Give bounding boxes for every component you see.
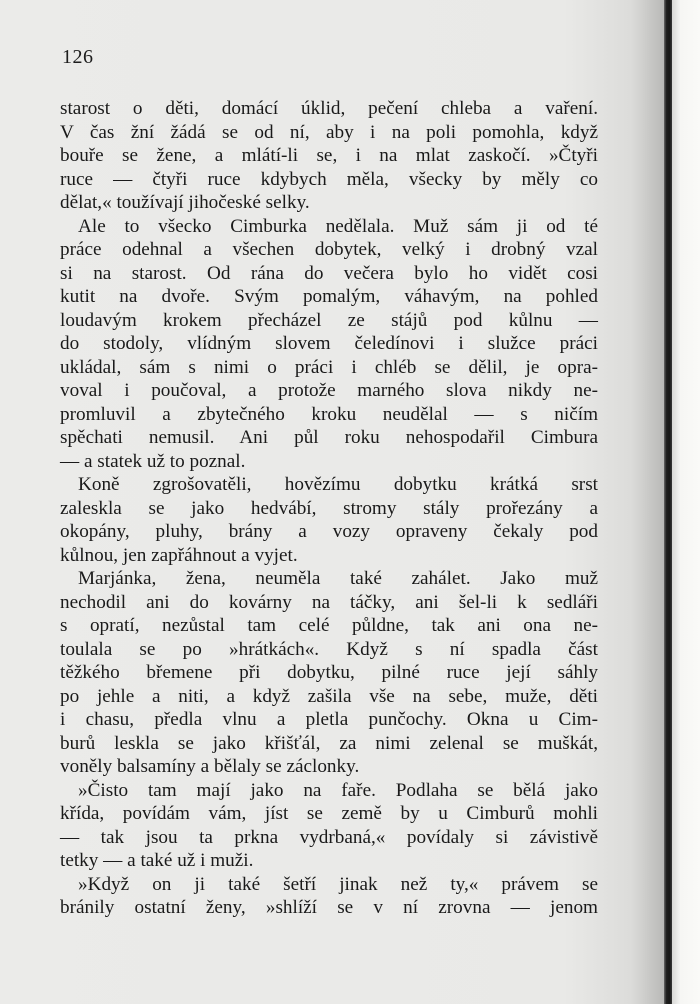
text-line: dělat,« toužívají jihočeské selky. bbox=[60, 192, 310, 213]
text-line: bránily ostatní ženy, »shlíží se v ní zrovna — jenom bbox=[60, 897, 598, 918]
body-text bbox=[60, 97, 598, 920]
text-line: do stodoly, vlídným slovem čeledínovi i služce práci bbox=[60, 333, 598, 354]
text-line: voněly balsamíny a bělaly se záclonky. bbox=[60, 756, 360, 777]
scanner-backdrop bbox=[672, 0, 700, 1004]
text-line: bouře se žene, a mlátí-li se, i na mlat zaskočí. »Čtyři bbox=[60, 145, 598, 166]
text-line: promluvil a zbytečného kroku neudělal — s ničím bbox=[60, 403, 598, 425]
text-line: tetky — a také už i muži. bbox=[60, 850, 254, 871]
text-line: — tak jsou ta prkna vydrbaná,« povídaly si závistivě bbox=[60, 826, 598, 848]
text-line: ruce — čtyři ruce kdybych měla, všecky by měly co bbox=[60, 168, 598, 190]
text-line: starost o děti, domácí úklid, pečení chleba a vaření. bbox=[60, 98, 598, 119]
page-number: 126 bbox=[62, 46, 94, 68]
text-line: po jehle a niti, a když zašila vše na sebe, muže, děti bbox=[60, 685, 598, 707]
text-line: si na starost. Od rána do večera bylo ho vidět cosi bbox=[60, 262, 598, 284]
text-line: Marjánka, žena, neuměla také zahálet. Jako muž bbox=[78, 568, 598, 589]
text-line: kůlnou, jen zapřáhnout a vyjet. bbox=[60, 544, 298, 566]
text-line: zaleskla se jako hedvábí, stromy stály prořezány a bbox=[60, 497, 598, 519]
text-line: nechodil ani do kovárny na táčky, ani šel-li k sedláři bbox=[60, 591, 598, 613]
text-line: křída, povídám vám, jíst se země by u Cimburů mohli bbox=[60, 803, 598, 824]
text-line: okopány, pluhy, brány a vozy opraveny čekaly pod bbox=[60, 521, 598, 542]
text-line: loudavým krokem přecházel ze stájů pod kůlnu — bbox=[60, 309, 598, 331]
text-line: burů leskla se jako křišťál, za nimi zelenal se muškát, bbox=[60, 732, 598, 754]
text-line: práce odehnal a všechen dobytek, velký i drobný vzal bbox=[60, 239, 598, 260]
text-line: voval i poučoval, a protože marného slova nikdy ne- bbox=[60, 380, 598, 401]
text-line: V čas žní žádá se od ní, aby i na poli pomohla, když bbox=[60, 121, 598, 143]
text-line: toulala se po »hrátkách«. Když s ní spadla část bbox=[60, 638, 598, 660]
text-line: Koně zgrošovatěli, hovězímu dobytku krátká srst bbox=[78, 474, 598, 495]
text-line: spěchati nemusil. Ani půl roku nehospodařil Cimbura bbox=[60, 427, 598, 448]
text-line: ukládal, sám s nimi o práci i chléb se dělil, je opra- bbox=[60, 356, 598, 378]
text-line: i chasu, předla vlnu a pletla punčochy. Okna u Cim- bbox=[60, 709, 598, 730]
text-line: Ale to všecko Cimburka nedělala. Muž sám ji od té bbox=[78, 215, 598, 237]
text-line: těžkého břemene při dobytku, pilné ruce její sáhly bbox=[60, 662, 598, 683]
text-line: kutit na dvoře. Svým pomalým, váhavým, na pohled bbox=[60, 286, 598, 307]
text-line: »Když on ji také šetří jinak než ty,« právem se bbox=[78, 873, 598, 895]
book-spine-edge bbox=[664, 0, 672, 1004]
text-line: s opratí, nezůstal tam celé půldne, tak ani ona ne- bbox=[60, 615, 598, 636]
text-line: — a statek už to poznal. bbox=[60, 450, 246, 472]
text-line: »Čisto tam mají jako na faře. Podlaha se bělá jako bbox=[78, 779, 598, 801]
